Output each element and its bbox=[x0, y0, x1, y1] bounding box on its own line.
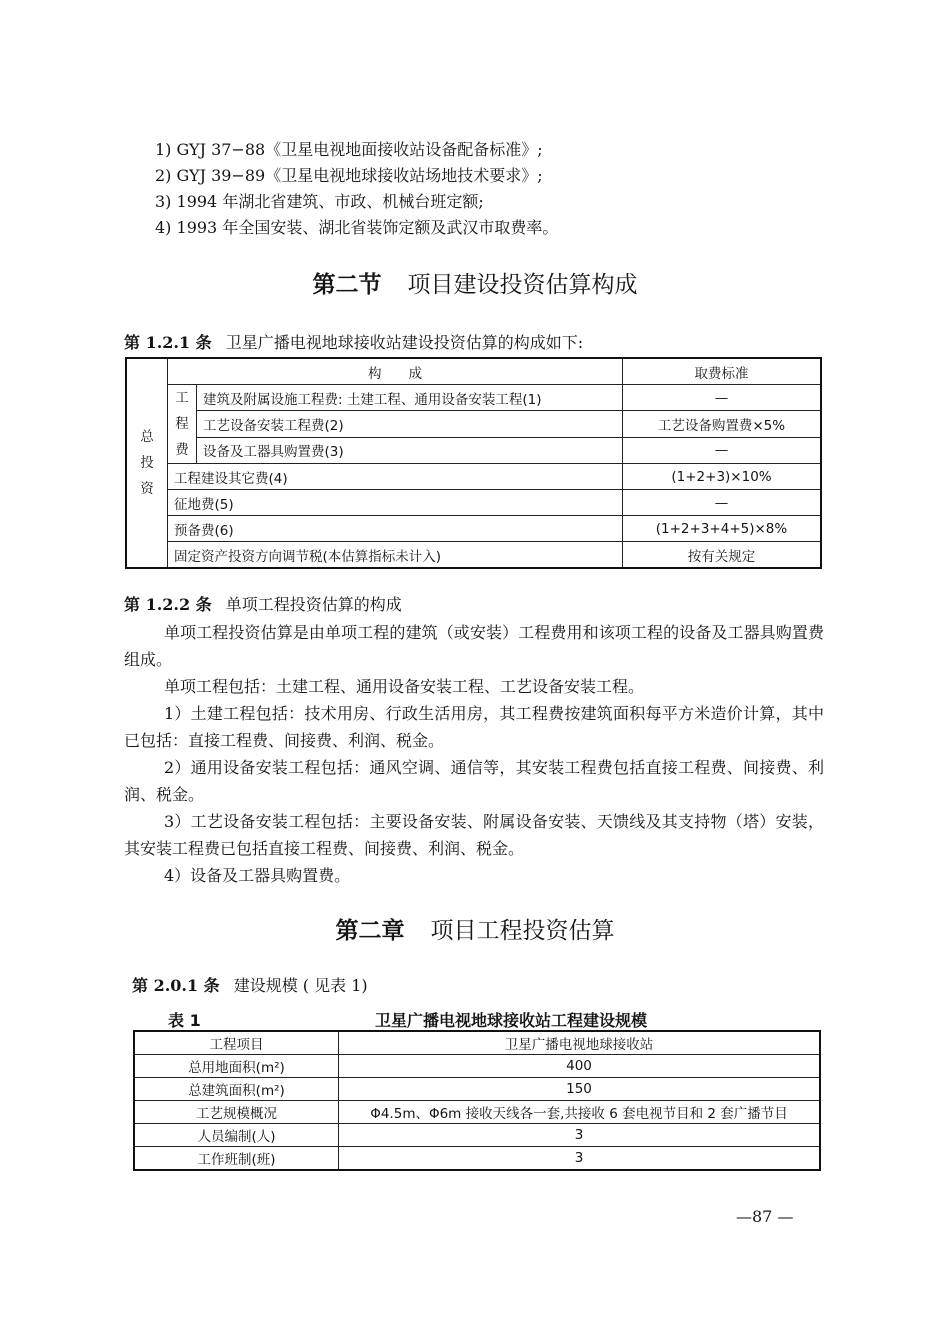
row-standard: — bbox=[623, 385, 822, 411]
row-standard: 按有关规定 bbox=[623, 542, 822, 569]
row-standard: (1+2+3+4+5)×8% bbox=[623, 516, 822, 542]
row-label: 工作班制(班) bbox=[134, 1147, 339, 1171]
table-row bbox=[126, 490, 821, 516]
table-row bbox=[126, 411, 821, 437]
table-header-row bbox=[126, 358, 821, 385]
reference-item: 1) GYJ 37−88《卫星电视地面接收站设备配备标准》; bbox=[155, 140, 543, 159]
table-label: 表 1 bbox=[168, 1011, 201, 1030]
article-body bbox=[124, 619, 824, 889]
paragraph: 3）工艺设备安装工程包括：主要设备安装、附属设备安装、天馈线及其支持物（塔）安装，其安装工程费已包括直接工程费、间接费、利润、税金。 bbox=[124, 812, 824, 858]
table-row bbox=[134, 1078, 820, 1101]
row-standard: — bbox=[623, 490, 822, 516]
table-title: 卫星广播电视地球接收站工程建设规模 bbox=[375, 1011, 648, 1030]
row-value: 3 bbox=[339, 1124, 821, 1147]
section-number: 第二节 bbox=[312, 272, 382, 298]
article-1-2-1 bbox=[124, 330, 583, 353]
row-label: 总用地面积(m²) bbox=[134, 1055, 339, 1078]
paragraph: 1）土建工程包括：技术用房、行政生活用房，其工程费按建筑面积每平方米造价计算，其中已包括：直接工程费、间接费、利润、税金。 bbox=[124, 704, 824, 750]
row-standard: (1+2+3)×10% bbox=[623, 464, 822, 490]
paragraph: 单项工程包括：土建工程、通用设备安装工程、工艺设备安装工程。 bbox=[164, 677, 645, 696]
header-standard: 取费标准 bbox=[623, 358, 822, 385]
article-2-0-1 bbox=[132, 973, 368, 996]
section-heading bbox=[0, 266, 950, 299]
reference-item: 3) 1994 年湖北省建筑、市政、机械台班定额; bbox=[155, 192, 484, 211]
article-number: 第 2.0.1 条 bbox=[132, 976, 220, 995]
reference-item: 4) 1993 年全国安装、湖北省装饰定额及武汉市取费率。 bbox=[155, 218, 559, 237]
construction-scale-table bbox=[133, 1030, 821, 1171]
row-item: 固定资产投资方向调节税(本估算指标未计入) bbox=[168, 542, 623, 569]
reference-list bbox=[155, 137, 558, 241]
row-value: 3 bbox=[339, 1147, 821, 1171]
chapter-heading bbox=[0, 912, 950, 945]
group-engineering-fee: 工 程 费 bbox=[168, 385, 197, 464]
table-row bbox=[134, 1055, 820, 1078]
row-label: 工艺规模概况 bbox=[134, 1101, 339, 1124]
table-row bbox=[126, 516, 821, 542]
row-label: 人员编制(人) bbox=[134, 1124, 339, 1147]
article-1-2-2 bbox=[124, 592, 402, 615]
table-row bbox=[134, 1147, 820, 1171]
row-item: 征地费(5) bbox=[168, 490, 623, 516]
table-row bbox=[126, 437, 821, 463]
table-row bbox=[134, 1101, 820, 1124]
row-label: 总建筑面积(m²) bbox=[134, 1078, 339, 1101]
header-composition: 构 成 bbox=[168, 358, 623, 385]
article-number: 第 1.2.2 条 bbox=[124, 595, 212, 614]
section-title: 项目建设投资估算构成 bbox=[407, 272, 638, 298]
group-total-investment: 总 投 资 bbox=[126, 358, 168, 568]
row-item: 预备费(6) bbox=[168, 516, 623, 542]
chapter-number: 第二章 bbox=[335, 918, 405, 944]
article-text: 卫星广播电视地球接收站建设投资估算的构成如下: bbox=[225, 333, 584, 352]
article-number: 第 1.2.1 条 bbox=[124, 333, 212, 352]
paragraph: 单项工程投资估算是由单项工程的建筑（或安装）工程费用和该项工程的设备及工器具购置费组成。 bbox=[124, 623, 824, 669]
row-item: 工程建设其它费(4) bbox=[168, 464, 623, 490]
header-cell: 卫星广播电视地球接收站 bbox=[339, 1031, 821, 1055]
page-number: —87 — bbox=[736, 1207, 794, 1226]
row-item: 工艺设备安装工程费(2) bbox=[197, 411, 623, 437]
article-text: 建设规模 ( 见表 1) bbox=[233, 976, 368, 995]
reference-item: 2) GYJ 39−89《卫星电视地球接收站场地技术要求》; bbox=[155, 166, 543, 185]
header-cell: 工程项目 bbox=[134, 1031, 339, 1055]
paragraph: 2）通用设备安装工程包括：通风空调、通信等，其安装工程费包括直接工程费、间接费、利润、税金。 bbox=[124, 758, 824, 804]
investment-composition-table bbox=[125, 357, 822, 569]
row-standard: 工艺设备购置费×5% bbox=[623, 411, 822, 437]
table-row bbox=[134, 1124, 820, 1147]
article-title: 单项工程投资估算的构成 bbox=[225, 595, 402, 614]
paragraph: 4）设备及工器具购置费。 bbox=[164, 866, 351, 885]
row-item: 建筑及附属设施工程费: 土建工程、通用设备安装工程(1) bbox=[197, 385, 623, 411]
row-value: 150 bbox=[339, 1078, 821, 1101]
table-row bbox=[126, 464, 821, 490]
row-standard: — bbox=[623, 437, 822, 463]
row-item: 设备及工器具购置费(3) bbox=[197, 437, 623, 463]
table-row bbox=[126, 542, 821, 569]
row-value: Φ4.5m、Φ6m 接收天线各一套,共接收 6 套电视节目和 2 套广播节目 bbox=[339, 1101, 821, 1124]
row-value: 400 bbox=[339, 1055, 821, 1078]
table-header-row bbox=[134, 1031, 820, 1055]
table-row bbox=[126, 385, 821, 411]
chapter-title: 项目工程投资估算 bbox=[430, 918, 615, 944]
